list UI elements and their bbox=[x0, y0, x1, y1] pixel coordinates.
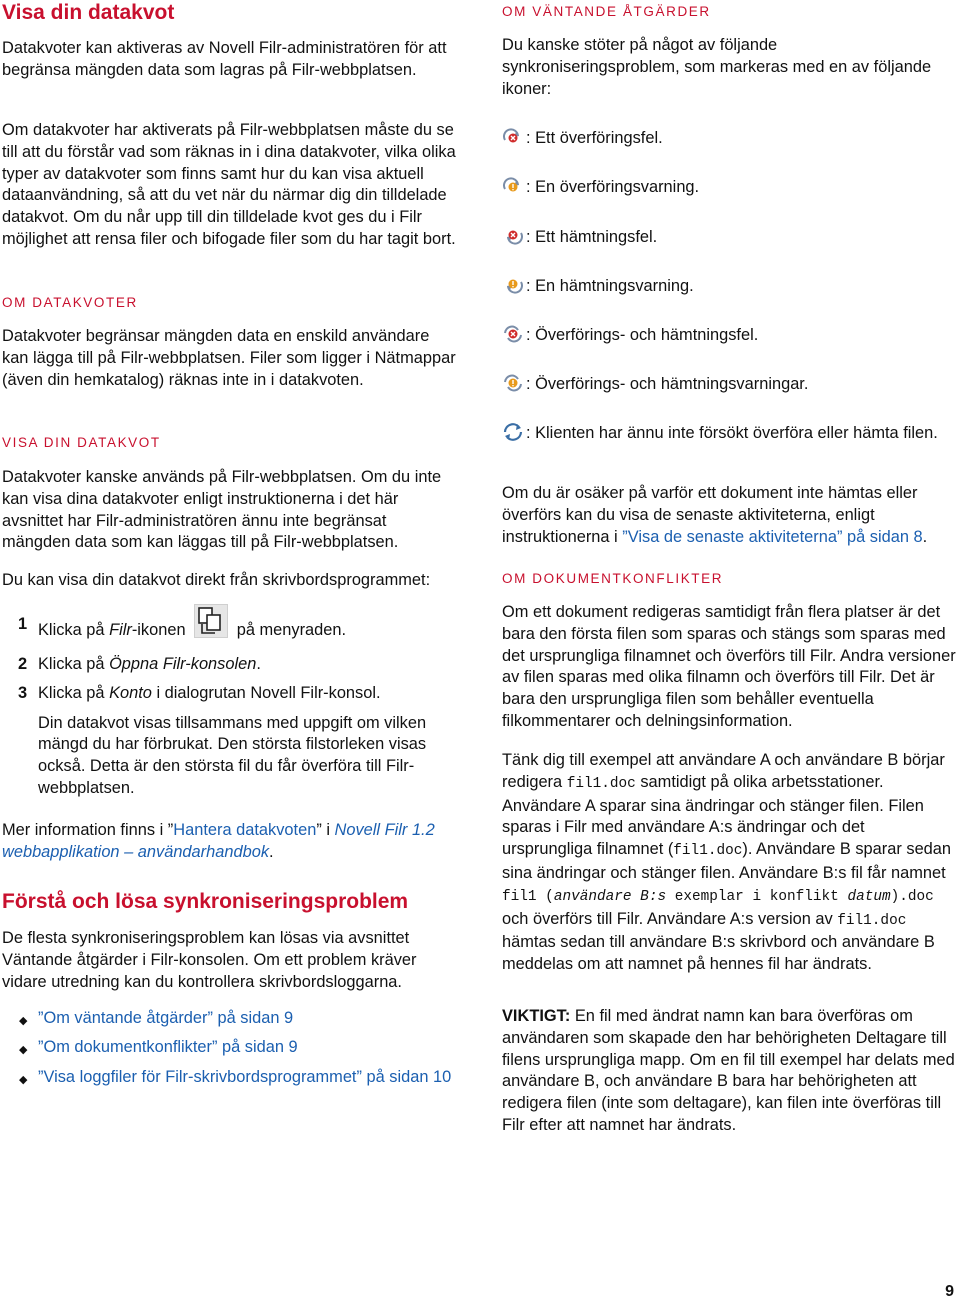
diamond-bullet-icon: ◆ bbox=[19, 1044, 28, 1057]
recent-activity-paragraph: Om du är osäker på varför ett dokument inte hämtas eller överförs kan du visa de senaste aktiviteterna, enligt instruktionerna i ”Visa de senaste aktiviteterna” på sidan 8. bbox=[502, 484, 928, 546]
link-document-conflicts[interactable]: ”Om dokumentkonflikter” på sidan 9 bbox=[38, 1038, 298, 1057]
sync-links-list bbox=[2, 1008, 458, 1096]
subheading-pending-actions: OM VÄNTANDE ÅTGÄRDER bbox=[502, 4, 711, 19]
icon-legend-row: : Ett hämtningsfel. bbox=[502, 226, 958, 249]
page-number: 9 bbox=[945, 1283, 954, 1300]
document-conflicts-paragraph: Om ett dokument redigeras samtidigt från flera platser är det bara den första filen som sparas och stängs som sparas med det ursprungliga filnamnet och överförs till Filr. Andra versioner av filen sparas med olika filnamn och överförs till Filr. Det är bara den ursprungliga filen som behåller eventuella filkommentarer och delningsinformation. bbox=[502, 603, 956, 730]
view-quota-paragraph: Datakvoter kanske används på Filr-webbplatsen. Om du inte kan visa dina datakvoter enligt instruktionerna i det här avsnittet har Filr-administratören ännu inte begränsat mängden data som kan läggas till på Filr-webbplatsen. bbox=[2, 468, 442, 552]
icon-legend-row: : En överföringsvarning. bbox=[502, 176, 958, 199]
link-view-logs[interactable]: ”Visa loggfiler för Filr-skrivbordsprogrammet” på sidan 10 bbox=[38, 1067, 452, 1086]
pending-actions-intro: Du kanske stöter på något av följande synkroniseringsproblem, som markeras med en av följande ikoner: bbox=[502, 36, 932, 98]
upload-error-icon bbox=[502, 127, 524, 147]
user-guide-link[interactable]: Novell Filr 1.2 webbapplikation – användarhandbok bbox=[2, 821, 435, 861]
quota-overview-paragraph: Om datakvoter har aktiverats på Filr-webbplatsen måste du se till att du förstår vad som räknas in i dina datakvoter, vilka olika typer av datakvoter som finns samt hur du kan visa aktuell dataanvändning, så att du vet när du närmar dig din tilldelade datakvot. Om du når upp till din tilldelade kvot ges du i Filr möjlighet att rensa filer och bifogade filer som du har tagit bort. bbox=[2, 121, 456, 248]
sync-pending-icon bbox=[502, 422, 524, 442]
link-pending-actions[interactable]: ”Om väntande åtgärder” på sidan 9 bbox=[38, 1009, 294, 1027]
list-item bbox=[2, 1008, 458, 1030]
manage-quota-link[interactable]: Hantera datakvoten bbox=[173, 821, 317, 839]
list-item bbox=[2, 1037, 458, 1059]
subheading-document-conflicts: OM DOKUMENTKONFLIKTER bbox=[502, 571, 724, 586]
recent-activity-link[interactable]: ”Visa de senaste aktiviteterna” på sidan 8 bbox=[622, 527, 923, 546]
section-title-view-quota: Visa din datakvot bbox=[2, 1, 175, 24]
step-item: 3 Klicka på Konto i dialogrutan Novell Filr-konsol. bbox=[18, 684, 381, 703]
sync-warning-icon bbox=[502, 373, 524, 393]
sync-error-icon bbox=[502, 324, 524, 344]
step-item: 2 Klicka på Öppna Filr-konsolen. bbox=[18, 655, 261, 673]
more-info-paragraph: Mer information finns i ”Hantera datakvoten” i Novell Filr 1.2 webbapplikation – användarhandbok. bbox=[2, 821, 435, 861]
filr-menubar-icon[interactable] bbox=[194, 604, 228, 638]
intro-paragraph: Datakvoter kan aktiveras av Novell Filr-administratören för att begränsa mängden data som lagras på Filr-webbplatsen. bbox=[2, 39, 447, 79]
sync-problems-paragraph: De flesta synkroniseringsproblem kan lösas via avsnittet Väntande åtgärder i Filr-konsolen. Om ett problem kräver vidare utredning kan du kontrollera skrivbordsloggarna. bbox=[2, 929, 417, 991]
conflict-example-paragraph: Tänk dig till exempel att användare A och användare B börjar redigera fil1.doc samtidigt på olika arbetsstationer. Användare A sparar sina ändringar och stänger filen. Filen sparas i Filr med användare A:s ändringar och det ursprungliga filnamnet (fil1.doc). Användare B sparar sedan sina ändringar och stänger filen. Användare B:s fil får namnet fil1 (användare B:s exemplar i konflikt datum).doc och överförs till Filr. Användare A:s version av fil1.doc hämtas sedan till användare B:s skrivbord och användare B meddelas om att namnet på hennes fil har ändrats. bbox=[502, 751, 952, 974]
icon-legend-row: : Överförings- och hämtningsfel. bbox=[502, 324, 958, 347]
about-quotas-paragraph: Datakvoter begränsar mängden data en enskild användare kan lägga till på Filr-webbplatsen. Filer som ligger i Nätmappar (även din hemkatalog) räknas inte in i datakvoten. bbox=[2, 327, 456, 389]
important-note: VIKTIGT: En fil med ändrat namn kan bara överföras om användaren som skapade den har behörigheten Deltagare till filens ursprungliga mapp. Om en fil till exempel har delats med användare B, och användare B bara har behörigheten att redigera filen (inte som deltagare), kan filen inte överföras till Filr efter att namnet har ändrats. bbox=[502, 1007, 955, 1134]
download-error-icon bbox=[502, 226, 524, 246]
subheading-about-quotas: OM DATAKVOTER bbox=[2, 295, 138, 310]
diamond-bullet-icon: ◆ bbox=[19, 1073, 28, 1086]
desktop-intro: Du kan visa din datakvot direkt från skrivbordsprogrammet: bbox=[2, 571, 431, 589]
icon-legend-row: : En hämtningsvarning. bbox=[502, 275, 958, 298]
section-title-sync-problems: Förstå och lösa synkroniseringsproblem bbox=[2, 890, 409, 913]
upload-warning-icon bbox=[502, 176, 524, 196]
subheading-view-quota: VISA DIN DATAKVOT bbox=[2, 435, 161, 450]
steps-list bbox=[2, 614, 462, 800]
step-item: 1 Klicka på Filr-ikonen på menyraden. bbox=[2, 614, 462, 648]
step-note: Din datakvot visas tillsammans med uppgift om vilken mängd du har förbrukat. Den största filstorleken visas också. Detta är den största fil du får överföra till Filr-webbplatsen. bbox=[38, 713, 427, 797]
icon-legend-row: : Överförings- och hämtningsvarningar. bbox=[502, 373, 958, 396]
list-item bbox=[2, 1067, 458, 1089]
icon-legend-row: : Ett överföringsfel. bbox=[502, 127, 958, 150]
download-warning-icon bbox=[502, 275, 524, 295]
important-label: VIKTIGT: bbox=[502, 1007, 571, 1025]
icon-legend-row: : Klienten har ännu inte försökt överföra eller hämta filen. bbox=[502, 422, 958, 445]
diamond-bullet-icon: ◆ bbox=[19, 1015, 28, 1027]
